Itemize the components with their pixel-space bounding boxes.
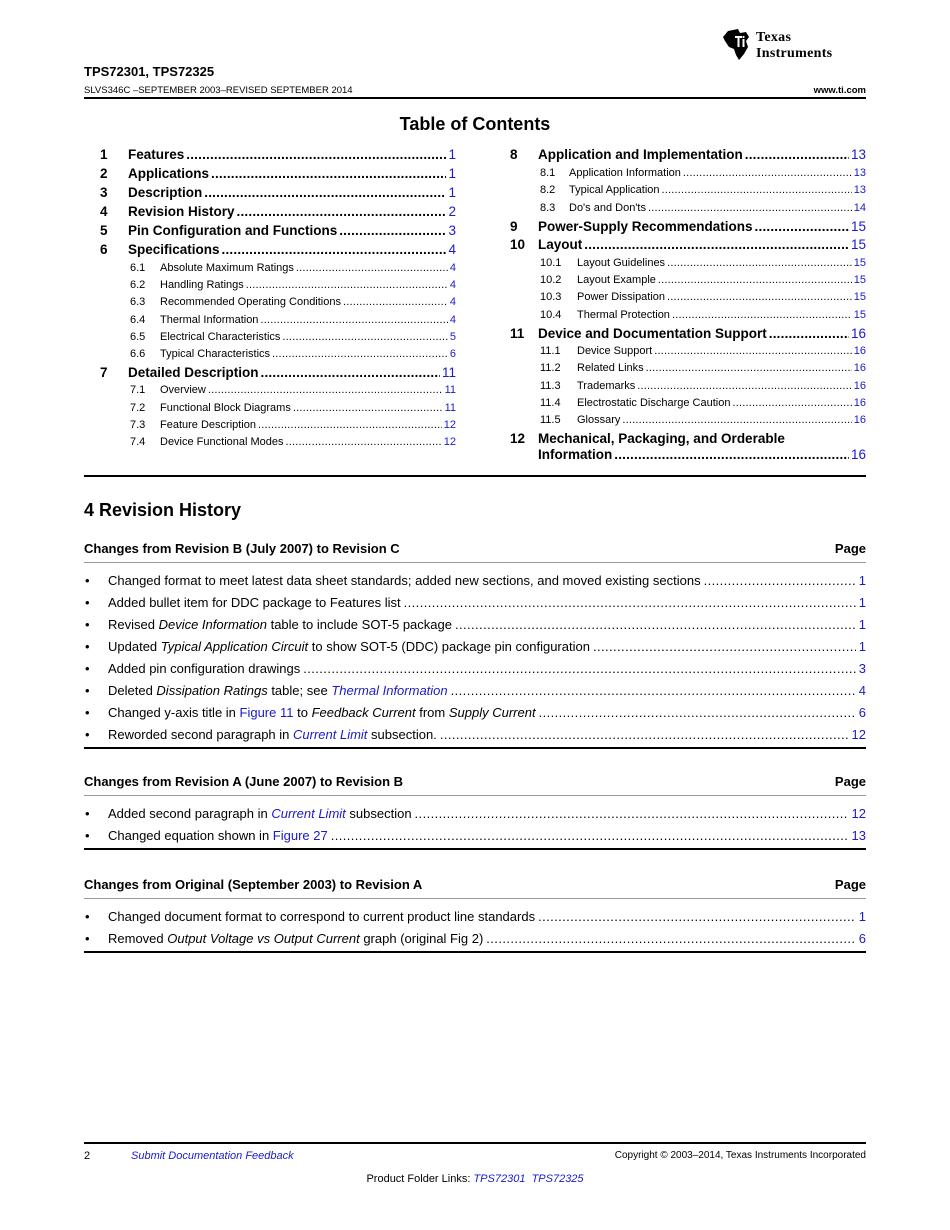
toc-entry-number: 10.4 <box>540 309 562 321</box>
cross-reference-link[interactable]: Thermal Information <box>331 683 448 698</box>
toc-entry-label: Power Dissipation <box>577 291 666 303</box>
change-text-part: subsection <box>345 806 412 821</box>
cross-reference-link[interactable]: Current Limit <box>271 806 346 821</box>
toc-entry-number: 11.3 <box>540 380 561 392</box>
copyright: Copyright © 2003–2014, Texas Instruments Incorporated <box>614 1150 866 1161</box>
page-number: 2 <box>84 1150 91 1162</box>
change-text-part: from <box>415 705 449 720</box>
change-text <box>108 661 300 676</box>
toc-entry-page[interactable]: 11 <box>444 384 456 396</box>
toc-entry-label: Power-Supply Recommendations <box>538 219 753 234</box>
toc-leader-dots <box>637 380 851 392</box>
toc-entry-page[interactable]: 15 <box>853 274 866 286</box>
change-group-title: Changes from Revision B (July 2007) to Revision C <box>84 541 400 556</box>
toc-entry-number: 2 <box>100 166 108 181</box>
toc-entry-label: Functional Block Diagrams <box>160 402 291 414</box>
change-item <box>84 617 866 632</box>
toc-entry-page[interactable]: 16 <box>853 380 866 392</box>
toc-entry-number: 8.3 <box>540 202 556 214</box>
toc-entry[interactable] <box>540 167 866 179</box>
toc-title: Table of Contents <box>399 114 551 134</box>
toc-leader-dots <box>662 184 852 196</box>
change-page-link[interactable]: 4 <box>858 683 866 698</box>
toc-entry-label: Application and Implementation <box>538 147 743 162</box>
toc-entry-number: 8.2 <box>540 184 556 196</box>
bullet: • <box>85 828 90 843</box>
toc-entry-number: 11.1 <box>540 345 561 357</box>
toc-entry[interactable] <box>540 202 866 214</box>
change-text-part: Added second paragraph in <box>108 806 272 821</box>
toc-entry-page[interactable]: 13 <box>853 167 866 179</box>
toc-entry[interactable] <box>540 291 866 303</box>
toc-leader-dots <box>186 147 446 162</box>
leader-dots <box>704 573 856 588</box>
toc-entry-number: 6 <box>100 242 108 257</box>
leader-dots <box>455 617 856 632</box>
toc-entry[interactable] <box>510 219 866 234</box>
leader-dots <box>451 683 856 698</box>
toc-entry[interactable] <box>130 262 456 274</box>
toc-leader-dots <box>261 365 440 380</box>
toc-entry-label: Electrostatic Discharge Caution <box>577 397 731 409</box>
page-column-label: Page <box>834 774 866 789</box>
toc-entry-page[interactable]: 2 <box>448 204 456 219</box>
ti-logo <box>722 27 868 63</box>
change-text-part: Feedback Current <box>311 705 416 720</box>
toc-entry-number: 6.2 <box>130 279 146 291</box>
change-group-heading <box>84 541 866 556</box>
toc-leader-dots <box>683 167 852 179</box>
toc-entry-label: Thermal Protection <box>577 309 670 321</box>
change-page-link[interactable]: 1 <box>858 909 866 924</box>
change-text-part: Changed y-axis title in <box>108 705 240 720</box>
toc-entry-page[interactable]: 13 <box>850 147 866 162</box>
change-text-part: Updated <box>108 639 161 654</box>
logo-text-line2: Instruments <box>756 46 833 61</box>
change-text <box>108 705 536 720</box>
change-text-part: table; see <box>267 683 332 698</box>
toc-entry-page[interactable]: 16 <box>853 397 866 409</box>
toc-entry-page[interactable]: 4 <box>449 262 456 274</box>
toc-entry[interactable] <box>100 242 456 257</box>
toc-leader-dots <box>211 166 446 181</box>
toc-bottom-rule <box>84 475 866 477</box>
toc-entry-label: Applications <box>128 166 210 181</box>
toc-entry-label: Mechanical, Packaging, and Orderable <box>538 431 785 446</box>
change-group-heading <box>84 877 866 892</box>
ti-logo-icon <box>722 27 752 61</box>
toc-entry-label: Information <box>538 447 613 462</box>
toc-entry-page[interactable]: 16 <box>850 326 866 341</box>
change-text <box>108 683 448 698</box>
change-group-bottom-rule <box>84 951 866 953</box>
toc-entry-page[interactable]: 15 <box>850 219 866 234</box>
toc-entry-page[interactable]: 16 <box>850 447 866 462</box>
change-page-link[interactable]: 1 <box>858 639 866 654</box>
toc-entry-number: 4 <box>100 204 108 219</box>
toc-entry-page[interactable]: 15 <box>853 291 866 303</box>
toc-leader-dots <box>614 447 849 462</box>
toc-entry-page[interactable]: 15 <box>850 237 866 252</box>
change-text-part: Revised <box>108 617 159 632</box>
toc-entry[interactable] <box>540 362 866 374</box>
toc-entry-number: 11.2 <box>540 362 561 374</box>
toc-entry-page[interactable]: 11 <box>444 402 456 414</box>
toc-entry-label: Electrical Characteristics <box>160 331 281 343</box>
change-text-part: Supply Current <box>448 705 536 720</box>
change-item <box>84 828 866 843</box>
change-group-bottom-rule <box>84 848 866 850</box>
toc-entry-label: Absolute Maximum Ratings <box>160 262 294 274</box>
toc-leader-dots <box>667 257 852 269</box>
toc-entry-page[interactable]: 12 <box>443 436 456 448</box>
toc-entry[interactable] <box>510 326 866 341</box>
change-text-part: table to include SOT-5 package <box>266 617 452 632</box>
toc-entry-label: Description <box>128 185 203 200</box>
leader-dots <box>331 828 849 843</box>
toc-entry-page[interactable]: 5 <box>449 331 456 343</box>
page-column-label: Page <box>834 541 866 556</box>
toc-leader-dots <box>732 397 851 409</box>
bullet: • <box>85 661 90 676</box>
change-text <box>108 931 483 946</box>
toc-entry-label: Specifications <box>128 242 220 257</box>
bullet: • <box>85 931 90 946</box>
toc-entry-label: Layout Example <box>577 274 656 286</box>
toc-entry-number: 10 <box>510 237 526 252</box>
toc-entry-number: 12 <box>510 431 526 446</box>
toc-leader-dots <box>282 331 447 343</box>
toc-entry-number: 8.1 <box>540 167 556 179</box>
change-page-link[interactable]: 6 <box>858 705 866 720</box>
change-group-title: Changes from Original (September 2003) to Revision A <box>84 877 423 892</box>
toc-entry-label: Detailed Description <box>128 365 259 380</box>
toc-leader-dots <box>745 147 849 162</box>
cross-reference-link[interactable]: Figure 11 <box>239 705 294 720</box>
feedback-link[interactable]: Submit Documentation Feedback <box>131 1150 294 1162</box>
bullet: • <box>85 683 90 698</box>
product-folder-links <box>0 1173 950 1185</box>
toc-leader-dots <box>293 402 443 414</box>
change-group-divider <box>84 562 866 563</box>
toc-leader-dots <box>343 296 448 308</box>
toc-leader-dots <box>286 436 442 448</box>
toc-entry[interactable] <box>540 184 866 196</box>
change-group-title: Changes from Revision A (June 2007) to Revision B <box>84 774 404 789</box>
change-text-part: Added pin configuration drawings <box>108 661 301 676</box>
change-text-part: subsection. <box>367 727 437 742</box>
footer-rule <box>84 1142 866 1144</box>
toc-entry-number: 6.5 <box>130 331 146 343</box>
change-page-link[interactable]: 1 <box>858 573 866 588</box>
toc-entry[interactable] <box>130 419 456 431</box>
toc-entry-page[interactable]: 11 <box>441 365 456 380</box>
leader-dots <box>440 727 849 742</box>
leader-dots <box>539 705 856 720</box>
toc-leader-dots <box>672 309 852 321</box>
toc-entry[interactable] <box>540 380 866 392</box>
toc-entry-label: Layout <box>538 237 583 252</box>
change-group-divider <box>84 795 866 796</box>
bullet: • <box>85 573 90 588</box>
toc-entry[interactable] <box>130 296 456 308</box>
toc-entry-page[interactable]: 3 <box>448 223 456 238</box>
toc-entry-number: 11.5 <box>540 414 561 426</box>
toc-entry-label: Recommended Operating Conditions <box>160 296 341 308</box>
toc-entry-label: Handling Ratings <box>160 279 244 291</box>
toc-leader-dots <box>246 279 448 291</box>
leader-dots <box>538 909 856 924</box>
change-text <box>108 806 412 821</box>
bullet: • <box>85 806 90 821</box>
change-text-part: to show SOT-5 (DDC) package pin configuration <box>308 639 590 654</box>
toc-entry-number: 7 <box>100 365 108 380</box>
toc-entry-label: Feature Description <box>160 419 256 431</box>
change-text-part: Removed <box>108 931 168 946</box>
toc-entry-continued[interactable] <box>538 447 866 462</box>
document-revision-line: SLVS346C –SEPTEMBER 2003–REVISED SEPTEMBER 2014 <box>84 85 353 96</box>
toc-leader-dots <box>339 223 446 238</box>
toc-leader-dots <box>648 202 852 214</box>
toc-entry[interactable] <box>540 397 866 409</box>
bullet: • <box>85 639 90 654</box>
toc-entry-number: 11.4 <box>540 397 561 409</box>
change-text-part: Dissipation Ratings <box>156 683 268 698</box>
logo-text-line1: Texas <box>756 30 792 45</box>
change-item <box>84 661 866 676</box>
toc-entry-number: 6.6 <box>130 348 146 360</box>
toc-entry-page[interactable]: 4 <box>449 314 456 326</box>
change-page-link[interactable]: 13 <box>851 828 866 843</box>
change-page-link[interactable]: 1 <box>858 595 866 610</box>
revision-history-title: 4 Revision History <box>84 500 242 520</box>
toc-entry-page[interactable]: 14 <box>853 202 866 214</box>
change-group-bottom-rule <box>84 747 866 749</box>
toc-entry[interactable] <box>100 204 456 219</box>
toc-entry-label: Related Links <box>577 362 644 374</box>
toc-entry[interactable] <box>130 279 456 291</box>
toc-entry-label: Trademarks <box>577 380 636 392</box>
toc-entry-number: 3 <box>100 185 108 200</box>
toc-leader-dots <box>658 274 852 286</box>
toc-entry[interactable] <box>130 314 456 326</box>
change-page-link[interactable]: 12 <box>851 727 866 742</box>
toc-entry[interactable] <box>130 331 456 343</box>
leader-dots <box>404 595 856 610</box>
part-numbers: TPS72301, TPS72325 <box>84 64 215 79</box>
toc-entry-number: 10.3 <box>540 291 562 303</box>
toc-entry-page[interactable]: 16 <box>853 362 866 374</box>
change-item <box>84 573 866 588</box>
toc-entry[interactable] <box>130 436 456 448</box>
toc-leader-dots <box>755 219 849 234</box>
toc-entry-page[interactable]: 4 <box>449 296 456 308</box>
bullet: • <box>85 727 90 742</box>
toc-entry-label: Device Support <box>577 345 653 357</box>
change-item <box>84 909 866 924</box>
toc-entry[interactable] <box>100 185 456 200</box>
toc-entry-label: Pin Configuration and Functions <box>128 223 338 238</box>
toc-entry-number: 6.1 <box>130 262 146 274</box>
change-text <box>108 573 701 588</box>
toc-leader-dots <box>667 291 852 303</box>
toc-entry-page[interactable]: 1 <box>448 166 456 181</box>
toc-entry-number: 7.4 <box>130 436 146 448</box>
change-page-link[interactable]: 12 <box>851 806 866 821</box>
leader-dots <box>303 661 856 676</box>
toc-leader-dots <box>222 242 447 257</box>
toc-entry-number: 8 <box>510 147 518 162</box>
change-page-link[interactable]: 1 <box>858 617 866 632</box>
change-text <box>108 617 452 632</box>
change-text <box>108 595 401 610</box>
change-text-part: Device Information <box>158 617 267 632</box>
toc-entry-number: 5 <box>100 223 108 238</box>
website-link[interactable]: www.ti.com <box>813 85 866 96</box>
change-page-link[interactable]: 6 <box>858 931 866 946</box>
toc-entry[interactable] <box>540 345 866 357</box>
change-text-part: graph (original Fig 2) <box>359 931 484 946</box>
toc-entry-label: Features <box>128 147 185 162</box>
toc-entry[interactable] <box>130 384 456 396</box>
toc-entry-page[interactable]: 15 <box>853 309 866 321</box>
toc-entry[interactable] <box>100 166 456 181</box>
toc-entry-page[interactable]: 6 <box>449 348 456 360</box>
toc-leader-dots <box>654 345 852 357</box>
toc-leader-dots <box>272 348 448 360</box>
leader-dots <box>415 806 849 821</box>
change-item <box>84 727 866 742</box>
cross-reference-link[interactable]: Current Limit <box>293 727 368 742</box>
toc-entry[interactable] <box>100 365 456 380</box>
change-item <box>84 806 866 821</box>
toc-entry-page[interactable]: 16 <box>853 345 866 357</box>
change-text-part: Reworded second paragraph in <box>108 727 294 742</box>
change-text <box>108 639 590 654</box>
toc-entry[interactable] <box>100 223 456 238</box>
toc-leader-dots <box>237 204 447 219</box>
bullet: • <box>85 595 90 610</box>
product-link-tps72325[interactable]: TPS72325 <box>531 1173 584 1185</box>
product-link-tps72301[interactable]: TPS72301 <box>473 1173 526 1185</box>
change-text-part: Changed equation shown in <box>108 828 273 843</box>
toc-entry-number: 7.2 <box>130 402 146 414</box>
toc-leader-dots <box>584 237 849 252</box>
change-item <box>84 639 866 654</box>
toc-entry-page[interactable]: 4 <box>448 242 456 257</box>
toc-entry-label: Layout Guidelines <box>577 257 666 269</box>
toc-entry-label: Device and Documentation Support <box>538 326 767 341</box>
toc-entry-number: 11 <box>510 326 525 341</box>
toc-entry-label: Thermal Information <box>160 314 259 326</box>
toc-entry-number: 10.1 <box>540 257 562 269</box>
change-text <box>108 727 437 742</box>
change-text-part: Changed document format to correspond to current product line standards <box>108 909 536 924</box>
toc-entry-label: Glossary <box>577 414 621 426</box>
change-text-part: Typical Application Circuit <box>160 639 309 654</box>
product-links-label: Product Folder Links: <box>366 1173 474 1185</box>
toc-entry[interactable] <box>510 431 785 446</box>
toc-entry-label: Typical Characteristics <box>160 348 271 360</box>
toc-entry-label: Revision History <box>128 204 235 219</box>
toc-leader-dots <box>258 419 442 431</box>
change-item <box>84 595 866 610</box>
leader-dots <box>486 931 855 946</box>
toc-leader-dots <box>646 362 852 374</box>
change-item <box>84 705 866 720</box>
toc-leader-dots <box>260 314 447 326</box>
toc-entry[interactable] <box>100 147 456 162</box>
leader-dots <box>593 639 856 654</box>
cross-reference-link[interactable]: Figure 27 <box>272 828 328 843</box>
toc-entry[interactable] <box>540 274 866 286</box>
change-text-part: Output Voltage vs Output Current <box>167 931 360 946</box>
toc-entry-label: Application Information <box>569 167 681 179</box>
change-text-part: Deleted <box>108 683 157 698</box>
toc-entry-number: 1 <box>100 147 108 162</box>
toc-entry[interactable] <box>540 309 866 321</box>
toc-entry-number: 7.1 <box>130 384 146 396</box>
toc-entry-number: 6.4 <box>130 314 146 326</box>
toc-entry-label: Device Functional Modes <box>160 436 284 448</box>
toc-leader-dots <box>769 326 849 341</box>
toc-entry-page[interactable]: 4 <box>449 279 456 291</box>
toc-entry[interactable] <box>130 348 456 360</box>
header-rule <box>84 97 866 99</box>
toc-entry-page[interactable]: 1 <box>448 147 456 162</box>
change-text <box>108 828 328 843</box>
toc-entry-page[interactable]: 16 <box>853 414 866 426</box>
bullet: • <box>85 705 90 720</box>
change-item <box>84 931 866 946</box>
change-text-part: Added bullet item for DDC package to Features list <box>108 595 401 610</box>
change-text-part: Changed format to meet latest data sheet standards; added new sections, and moved existing sections <box>108 573 701 588</box>
toc-entry-number: 10.2 <box>540 274 562 286</box>
toc-entry[interactable] <box>540 257 866 269</box>
toc-leader-dots <box>622 414 851 426</box>
toc-entry-page[interactable]: 13 <box>853 184 866 196</box>
toc-entry-label: Typical Application <box>569 184 660 196</box>
change-group-heading <box>84 774 866 789</box>
toc-leader-dots <box>208 384 443 396</box>
page-column-label: Page <box>834 877 866 892</box>
change-text-part: to <box>293 705 312 720</box>
toc-entry[interactable] <box>540 414 866 426</box>
change-item <box>84 683 866 698</box>
toc-entry-page[interactable]: 1 <box>448 185 456 200</box>
toc-entry-page[interactable]: 12 <box>443 419 456 431</box>
toc-entry[interactable] <box>130 402 456 414</box>
toc-entry-page[interactable]: 15 <box>853 257 866 269</box>
toc-entry-number: 9 <box>510 219 518 234</box>
toc-entry[interactable] <box>510 147 866 162</box>
toc-leader-dots <box>296 262 448 274</box>
change-page-link[interactable]: 3 <box>858 661 866 676</box>
bullet: • <box>85 909 90 924</box>
bullet: • <box>85 617 90 632</box>
toc-entry-number: 6.3 <box>130 296 146 308</box>
toc-leader-dots <box>204 185 446 200</box>
toc-entry-number: 7.3 <box>130 419 146 431</box>
change-text <box>108 909 535 924</box>
toc-entry-label: Do's and Don'ts <box>569 202 646 214</box>
toc-entry[interactable] <box>510 237 866 252</box>
change-group-divider <box>84 898 866 899</box>
toc-entry-label: Overview <box>160 384 206 396</box>
